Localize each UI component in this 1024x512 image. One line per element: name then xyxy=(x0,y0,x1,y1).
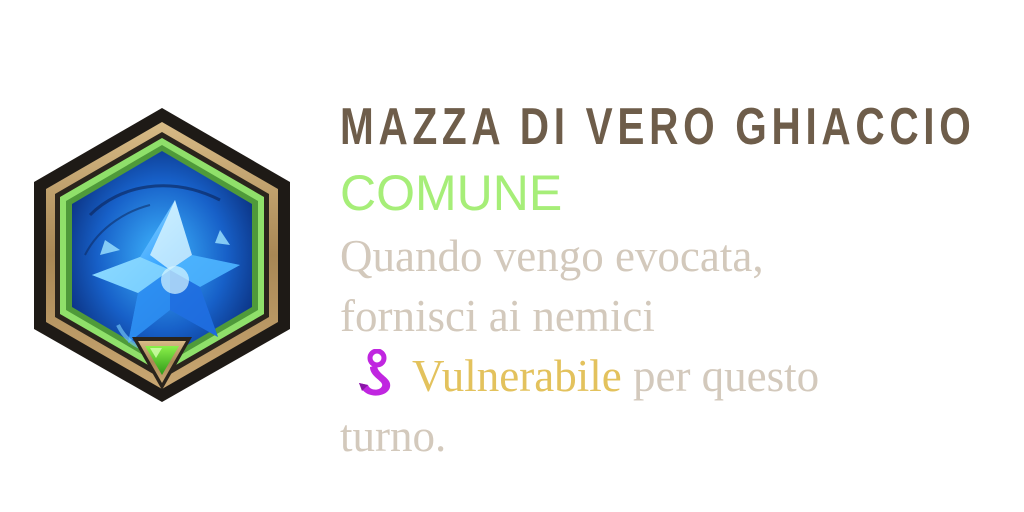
description-line-1: Quando vengo evocata, xyxy=(340,231,764,281)
card-description xyxy=(340,226,1020,466)
ice-mace-emblem xyxy=(30,105,295,405)
description-line-3 xyxy=(340,346,1020,406)
keyword-vulnerable: Vulnerabile xyxy=(412,351,622,401)
vulnerable-hook-icon xyxy=(354,349,400,401)
description-line-3-rest: per questo xyxy=(621,351,820,401)
card-rarity: COMUNE xyxy=(340,165,563,221)
card-title: MAZZA DI VERO GHIACCIO xyxy=(340,98,976,156)
description-line-4: turno. xyxy=(340,411,447,461)
description-line-2: fornisci ai nemici xyxy=(340,291,655,341)
card-info xyxy=(340,92,1020,466)
